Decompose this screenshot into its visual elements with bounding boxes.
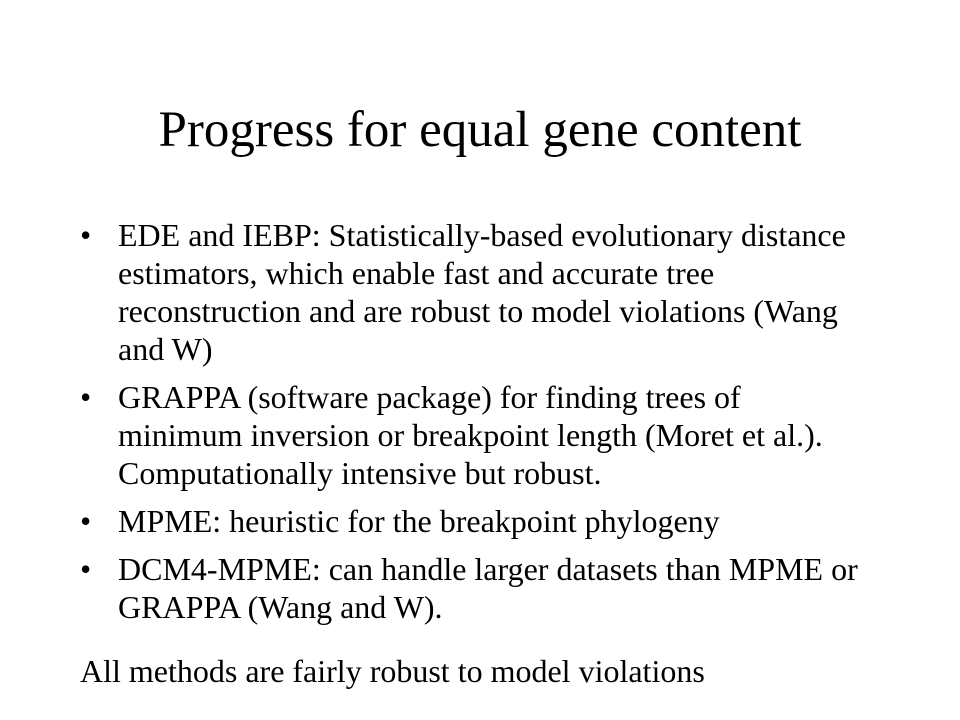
bullet-item — [80, 550, 870, 626]
bullet-text: EDE and IEBP: Statistically-based evolutionary distance estimators, which enable fast and accurate tree reconstruction and are robust to model violations (Wang and W) — [118, 217, 846, 367]
bullet-item — [80, 378, 870, 492]
bullet-text: GRAPPA (software package) for finding trees of minimum inversion or breakpoint length (Moret et al.). Computationally intensive but robust. — [118, 379, 823, 491]
bullet-dot-icon: • — [80, 217, 92, 253]
bullet-item — [80, 502, 870, 540]
slide-title: Progress for equal gene content — [158, 102, 802, 158]
closing-statement: All methods are fairly robust to model violations — [80, 653, 705, 689]
bullet-dot-icon: • — [80, 379, 92, 415]
bullet-text: DCM4-MPME: can handle larger datasets than MPME or GRAPPA (Wang and W). — [118, 551, 858, 625]
bullet-dot-icon: • — [80, 503, 92, 539]
bullet-dot-icon: • — [80, 551, 92, 587]
bullet-item — [80, 216, 870, 368]
bullet-text: MPME: heuristic for the breakpoint phylogeny — [118, 503, 720, 539]
bullet-list — [80, 216, 870, 636]
